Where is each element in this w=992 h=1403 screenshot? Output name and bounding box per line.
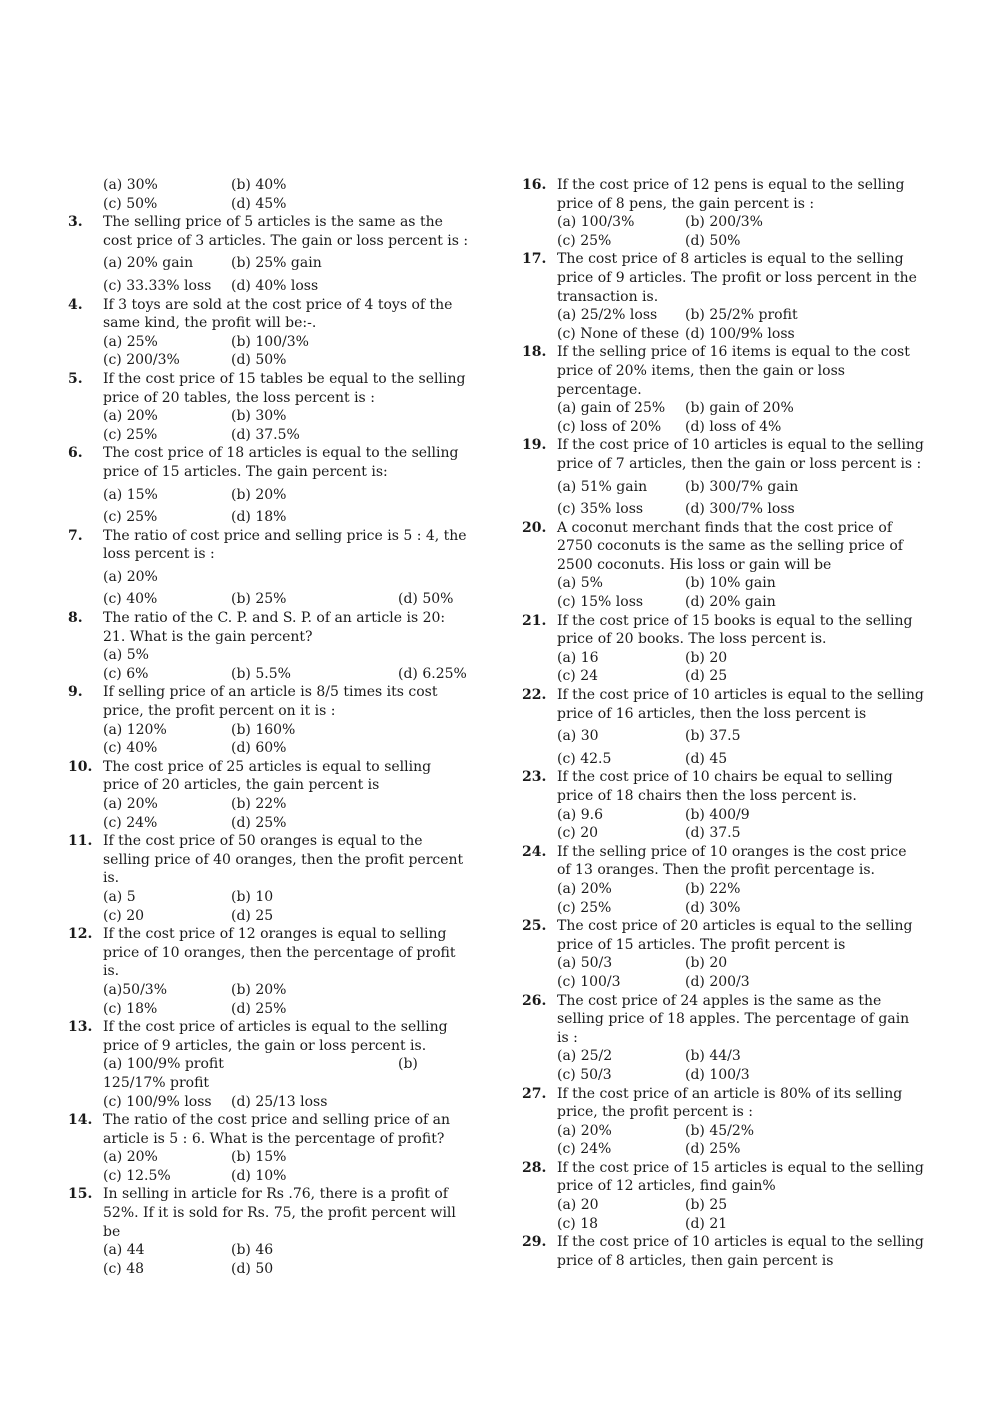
question-text: If the cost price of 10 articles is equal to the selling price of 16 articles, then the loss percent is [557, 687, 924, 722]
question-text: If the cost price of 10 articles is equal to the selling price of 8 articles, then gain percent is [557, 1234, 924, 1269]
option-b: (b) 40% [231, 177, 287, 193]
option-d: (d) 25% [685, 1141, 741, 1158]
option-c: (c) 24% [557, 1141, 612, 1158]
question-number: 10. [68, 758, 93, 775]
question-number: 29. [522, 1234, 547, 1251]
options [557, 1047, 924, 1084]
option-a: (a) 5% [557, 575, 603, 592]
option-c: (c) 25% [103, 426, 158, 443]
option-b: (b) 30% [231, 408, 287, 425]
options [557, 306, 924, 343]
option-a: (a) 51% gain [557, 478, 648, 495]
option-d: (d) 45% [231, 195, 287, 212]
option-d: (d) 25 [231, 907, 274, 924]
question-19 [522, 436, 924, 518]
question-text: If 3 toys are sold at the cost price of 4 toys of the same kind, the profit will be:-. [103, 296, 453, 332]
option-b: (b) 25/2% profit [685, 307, 798, 324]
question-text: The ratio of cost price and selling price is 5 : 4, the loss percent is : [103, 527, 467, 563]
question-13 [68, 1018, 470, 1111]
option-c: (c) 100/9% loss [103, 1093, 212, 1110]
options [557, 1122, 924, 1159]
options [103, 1055, 470, 1111]
option-d: (d) 100/9% loss [685, 325, 795, 342]
option-b: (b) 10% gain [685, 575, 776, 592]
options [103, 888, 470, 925]
question-number: 28. [522, 1159, 547, 1176]
option-b: (b) 100/3% [231, 333, 309, 350]
option-d: (d) 40% loss [231, 277, 319, 294]
option-b: (b) [398, 1056, 418, 1073]
question-text: The cost price of 8 articles is equal to the selling price of 9 articles. The profit or loss percent in the transaction is. [557, 251, 917, 305]
option-a: (a) 15% [103, 486, 158, 503]
question-7 [68, 527, 470, 609]
options [557, 723, 924, 768]
question-text: The selling price of 5 articles is the same as the cost price of 3 articles. The gain or loss percent is : [103, 214, 469, 249]
option-c: (c) 25% [103, 509, 158, 526]
question-number: 5. [68, 370, 83, 387]
option-d: (d) 25/13 loss [231, 1093, 328, 1110]
option-b: (b) 20% [231, 486, 287, 503]
option-b: (b) 22% [231, 796, 287, 812]
options [557, 806, 924, 843]
question-text: If the cost price of an article is 80% of its selling price, the profit percent is : [557, 1085, 903, 1121]
question-4 [68, 296, 470, 370]
option-a: (a) 25/2 [557, 1048, 613, 1065]
left-column [68, 176, 470, 1278]
question-number: 14. [68, 1112, 93, 1129]
options [557, 474, 924, 519]
option-c: (c) 35% loss [557, 501, 644, 518]
question-number: 17. [522, 251, 547, 268]
option-b: (b) 25 [685, 1197, 728, 1214]
question-number: 8. [68, 610, 83, 627]
question-text: If the selling price of 16 items is equal to the cost price of 20% items, then the gain or loss percentage. [557, 344, 910, 398]
option-b: (b) 25% gain [231, 255, 322, 272]
option-c: (c) 42.5 [557, 750, 612, 767]
options [103, 333, 470, 370]
options [557, 954, 924, 991]
option-d: (d) 18% [231, 509, 287, 526]
option-d: (d) 50% [685, 232, 741, 249]
option-d: (d) 50% [231, 352, 287, 369]
option-c: (c) 33.33% loss [103, 277, 212, 294]
option-c: (c) 50/3 [557, 1066, 612, 1083]
question-5 [68, 370, 470, 444]
question-6 [68, 444, 470, 526]
option-a: (a) 5% [103, 647, 149, 664]
option-b: (b) 160% [231, 721, 296, 738]
option-c: (c) 18% [103, 1000, 158, 1017]
question-text: If the cost price of 15 books is equal to the selling price of 20 books. The loss percent is. [557, 612, 913, 648]
question-text: If the cost price of 50 oranges is equal to the selling price of 40 oranges, then the profit percent is. [103, 833, 464, 887]
question-10 [68, 758, 470, 832]
option-c: (c) 24 [557, 668, 599, 685]
option-a: (a) 100/3% [557, 214, 635, 231]
option-b: (b) 20 [685, 649, 728, 666]
option-b: (b) 15% [231, 1149, 287, 1166]
option-d: (d) 45 [685, 750, 728, 767]
option-d: (d) 25% [231, 1000, 287, 1017]
option-a: (a) 25/2% loss [557, 307, 658, 324]
option-c: (c) 200/3% [103, 352, 180, 369]
option-c: (c) 6% [103, 665, 149, 682]
question-text: The cost price of 20 articles is equal to the selling price of 15 articles. The profit percent is [557, 918, 913, 953]
option-a: (a) 16 [557, 649, 599, 666]
option-c: (c) 18 [557, 1215, 599, 1232]
option-b: (b) 25% [231, 591, 287, 608]
question-24 [522, 843, 924, 917]
question-text: The cost price of 18 articles is equal to the selling price of 15 articles. The gain percent is: [103, 445, 459, 480]
question-number: 20. [522, 519, 547, 536]
option-a: (a) 20% [103, 568, 158, 585]
options [557, 649, 924, 686]
question-9 [68, 683, 470, 757]
question-number: 12. [68, 926, 93, 943]
option-b: (b) 46 [231, 1242, 274, 1259]
options [103, 1148, 470, 1185]
option-d: (d) 37.5 [685, 825, 741, 842]
option-b: (b) 37.5 [685, 728, 741, 745]
question-number: 18. [522, 344, 547, 361]
option-b: (b) 400/9 [685, 806, 750, 823]
option-d: (d) 21 [685, 1215, 728, 1232]
question-number: 24. [522, 843, 547, 860]
option-b: (b) 200/3% [685, 214, 763, 231]
question-20 [522, 519, 924, 612]
question-text: A coconut merchant finds that the cost price of 2750 coconuts is the same as the selling price of 2500 coconuts. His loss or gain will be [557, 519, 903, 573]
option-a: (a) 25% [103, 333, 158, 350]
option-a: (a) 20% [103, 796, 158, 812]
option-a: (a) 30 [557, 728, 599, 745]
question-number: 16. [522, 177, 547, 193]
option-a: (a) 20 [557, 1197, 599, 1214]
question-number: 7. [68, 527, 83, 544]
question-number: 15. [68, 1186, 93, 1203]
question-text: If the cost price of 12 oranges is equal to selling price of 10 oranges, then the percentage of profit is. [103, 926, 456, 980]
question-16 [522, 176, 924, 250]
option-d: (d) 30% [685, 899, 741, 916]
option-b: (b) 45/2% [685, 1122, 755, 1139]
question-text: If the cost price of articles is equal to the selling price of 9 articles, the gain or loss percent is. [103, 1019, 448, 1054]
option-c: (c) 25% [557, 899, 612, 916]
question-12 [68, 925, 470, 1018]
option-d: (d) 25 [685, 668, 728, 685]
options [557, 399, 924, 436]
options [103, 721, 470, 758]
option-d: (d) 25% [231, 814, 287, 831]
question-27 [522, 1085, 924, 1159]
option-d: (d) 50% [398, 591, 454, 608]
option-a: (a) 100/9% profit [103, 1056, 224, 1073]
question-number: 22. [522, 687, 547, 704]
option-d: (d) 200/3 [685, 973, 750, 990]
question-number: 21. [522, 612, 547, 629]
option-a: (a) 20% [557, 1122, 612, 1139]
option-a: (a) 20% [103, 408, 158, 425]
option-a: (a) 44 [103, 1242, 145, 1259]
question-number: 13. [68, 1019, 93, 1036]
question-8 [68, 609, 470, 683]
option-c: (c) 48 [103, 1260, 145, 1277]
question-text: If the cost price of 10 articles is equal to the selling price of 7 articles, then the gain or loss percent is : [557, 437, 924, 472]
options [557, 880, 924, 917]
option-c: (c) 20 [557, 825, 599, 842]
option-a: (a) gain of 25% [557, 400, 666, 417]
option-c: (c) 25% [557, 232, 612, 249]
options [557, 213, 924, 250]
question-text: If the cost price of 15 tables be equal to the selling price of 20 tables, the loss percent is : [103, 370, 466, 406]
option-d: (d) 60% [231, 740, 287, 757]
question-text: If the cost price of 10 chairs be equal to selling price of 18 chairs then the loss percent is. [557, 769, 893, 804]
question-26 [522, 992, 924, 1085]
question-text: If the cost price of 15 articles is equal to the selling price of 12 articles, find gain% [557, 1159, 924, 1195]
options [103, 981, 470, 1018]
question-number: 9. [68, 684, 83, 701]
option-b: (b) 44/3 [685, 1048, 741, 1065]
question-11 [68, 832, 470, 925]
option-a: (a) 120% [103, 721, 167, 738]
option-a: (a) 20% [103, 1149, 158, 1166]
option-c: (c) 40% [103, 591, 158, 608]
option-b: (b) 22% [685, 880, 741, 897]
question-18 [522, 343, 924, 436]
question-text: The cost price of 25 articles is equal to selling price of 20 articles, the gain percent is [103, 758, 432, 794]
options [103, 646, 470, 683]
option-b: (b) 10 [231, 888, 274, 905]
option-b: (b) 300/7% gain [685, 478, 799, 495]
option-d: (d) 10% [231, 1167, 287, 1184]
question-28 [522, 1159, 924, 1233]
options [557, 1196, 924, 1233]
question-number: 27. [522, 1085, 547, 1102]
option-b: (b) gain of 20% [685, 400, 794, 417]
options [103, 482, 470, 527]
option-c: (c) 20 [103, 907, 145, 924]
option-b: (b) 20% [231, 981, 287, 998]
question-3 [68, 213, 470, 295]
question-number: 4. [68, 296, 83, 313]
option-a: (a) 20% [557, 880, 612, 897]
question-number: 25. [522, 918, 547, 935]
option-d: (d) 50 [231, 1260, 274, 1277]
option-a: (a) 20% gain [103, 255, 194, 272]
question-22 [522, 686, 924, 768]
question-15 [68, 1185, 470, 1278]
option-d: (d) 300/7% loss [685, 501, 795, 518]
options [103, 795, 470, 832]
option-d: (d) 20% gain [685, 594, 776, 611]
question-text: The ratio of the C. P. and S. P. of an article is 20: 21. What is the gain percent? [103, 610, 446, 645]
option-c: (c) None of these [557, 325, 680, 342]
option-c: (c) 12.5% [103, 1167, 171, 1184]
option-d: (d) 37.5% [231, 426, 300, 443]
option-b-value: 125/17% profit [103, 1074, 210, 1091]
options [103, 407, 470, 444]
option-a: (a)50/3% [103, 981, 168, 998]
option-d: (d) loss of 4% [685, 418, 782, 435]
options [103, 176, 470, 213]
question-text: If the cost price of 12 pens is equal to the selling price of 8 pens, the gain percent is : [557, 177, 905, 212]
question-text: In selling in article for Rs .76, there is a profit of 52%. If it is sold for Rs. 75, the profit percent will be [103, 1186, 456, 1240]
question-text: The cost price of 24 apples is the same as the selling price of 18 apples. The percentage of gain is : [557, 992, 910, 1046]
question-2-continued [68, 176, 470, 213]
options [557, 574, 924, 611]
question-25 [522, 917, 924, 991]
option-d: (d) 6.25% [398, 665, 467, 682]
option-a: (a) 5 [103, 888, 136, 905]
right-column [522, 176, 924, 1270]
option-c: (c) 24% [103, 814, 158, 831]
option-c: (c) 50% [103, 195, 158, 212]
question-number: 23. [522, 769, 547, 786]
question-14 [68, 1111, 470, 1185]
option-c: (c) loss of 20% [557, 418, 662, 435]
option-c: (c) 15% loss [557, 594, 644, 611]
option-c: (c) 100/3 [557, 973, 621, 990]
options [103, 1241, 470, 1278]
options [103, 250, 470, 295]
option-b: (b) 20 [685, 955, 728, 972]
option-a: (a) 30% [103, 177, 158, 193]
option-c: (c) 40% [103, 740, 158, 757]
question-number: 3. [68, 214, 83, 231]
question-number: 6. [68, 445, 83, 462]
question-23 [522, 768, 924, 842]
option-a: (a) 9.6 [557, 806, 603, 823]
option-a: (a) 50/3 [557, 955, 613, 972]
question-29 [522, 1233, 924, 1270]
question-number: 19. [522, 437, 547, 454]
question-17 [522, 250, 924, 343]
options [103, 564, 470, 609]
question-21 [522, 612, 924, 686]
question-text: If the selling price of 10 oranges is the cost price of 13 oranges. Then the profit percentage is. [557, 843, 907, 879]
question-number: 26. [522, 992, 547, 1009]
question-number: 11. [68, 833, 93, 850]
option-b: (b) 5.5% [231, 665, 291, 682]
question-text: The ratio of the cost price and selling price of an article is 5 : 6. What is the percentage of profit? [103, 1112, 451, 1147]
option-d: (d) 100/3 [685, 1066, 750, 1083]
question-text: If selling price of an article is 8/5 times its cost price, the profit percent on it is : [103, 684, 438, 720]
